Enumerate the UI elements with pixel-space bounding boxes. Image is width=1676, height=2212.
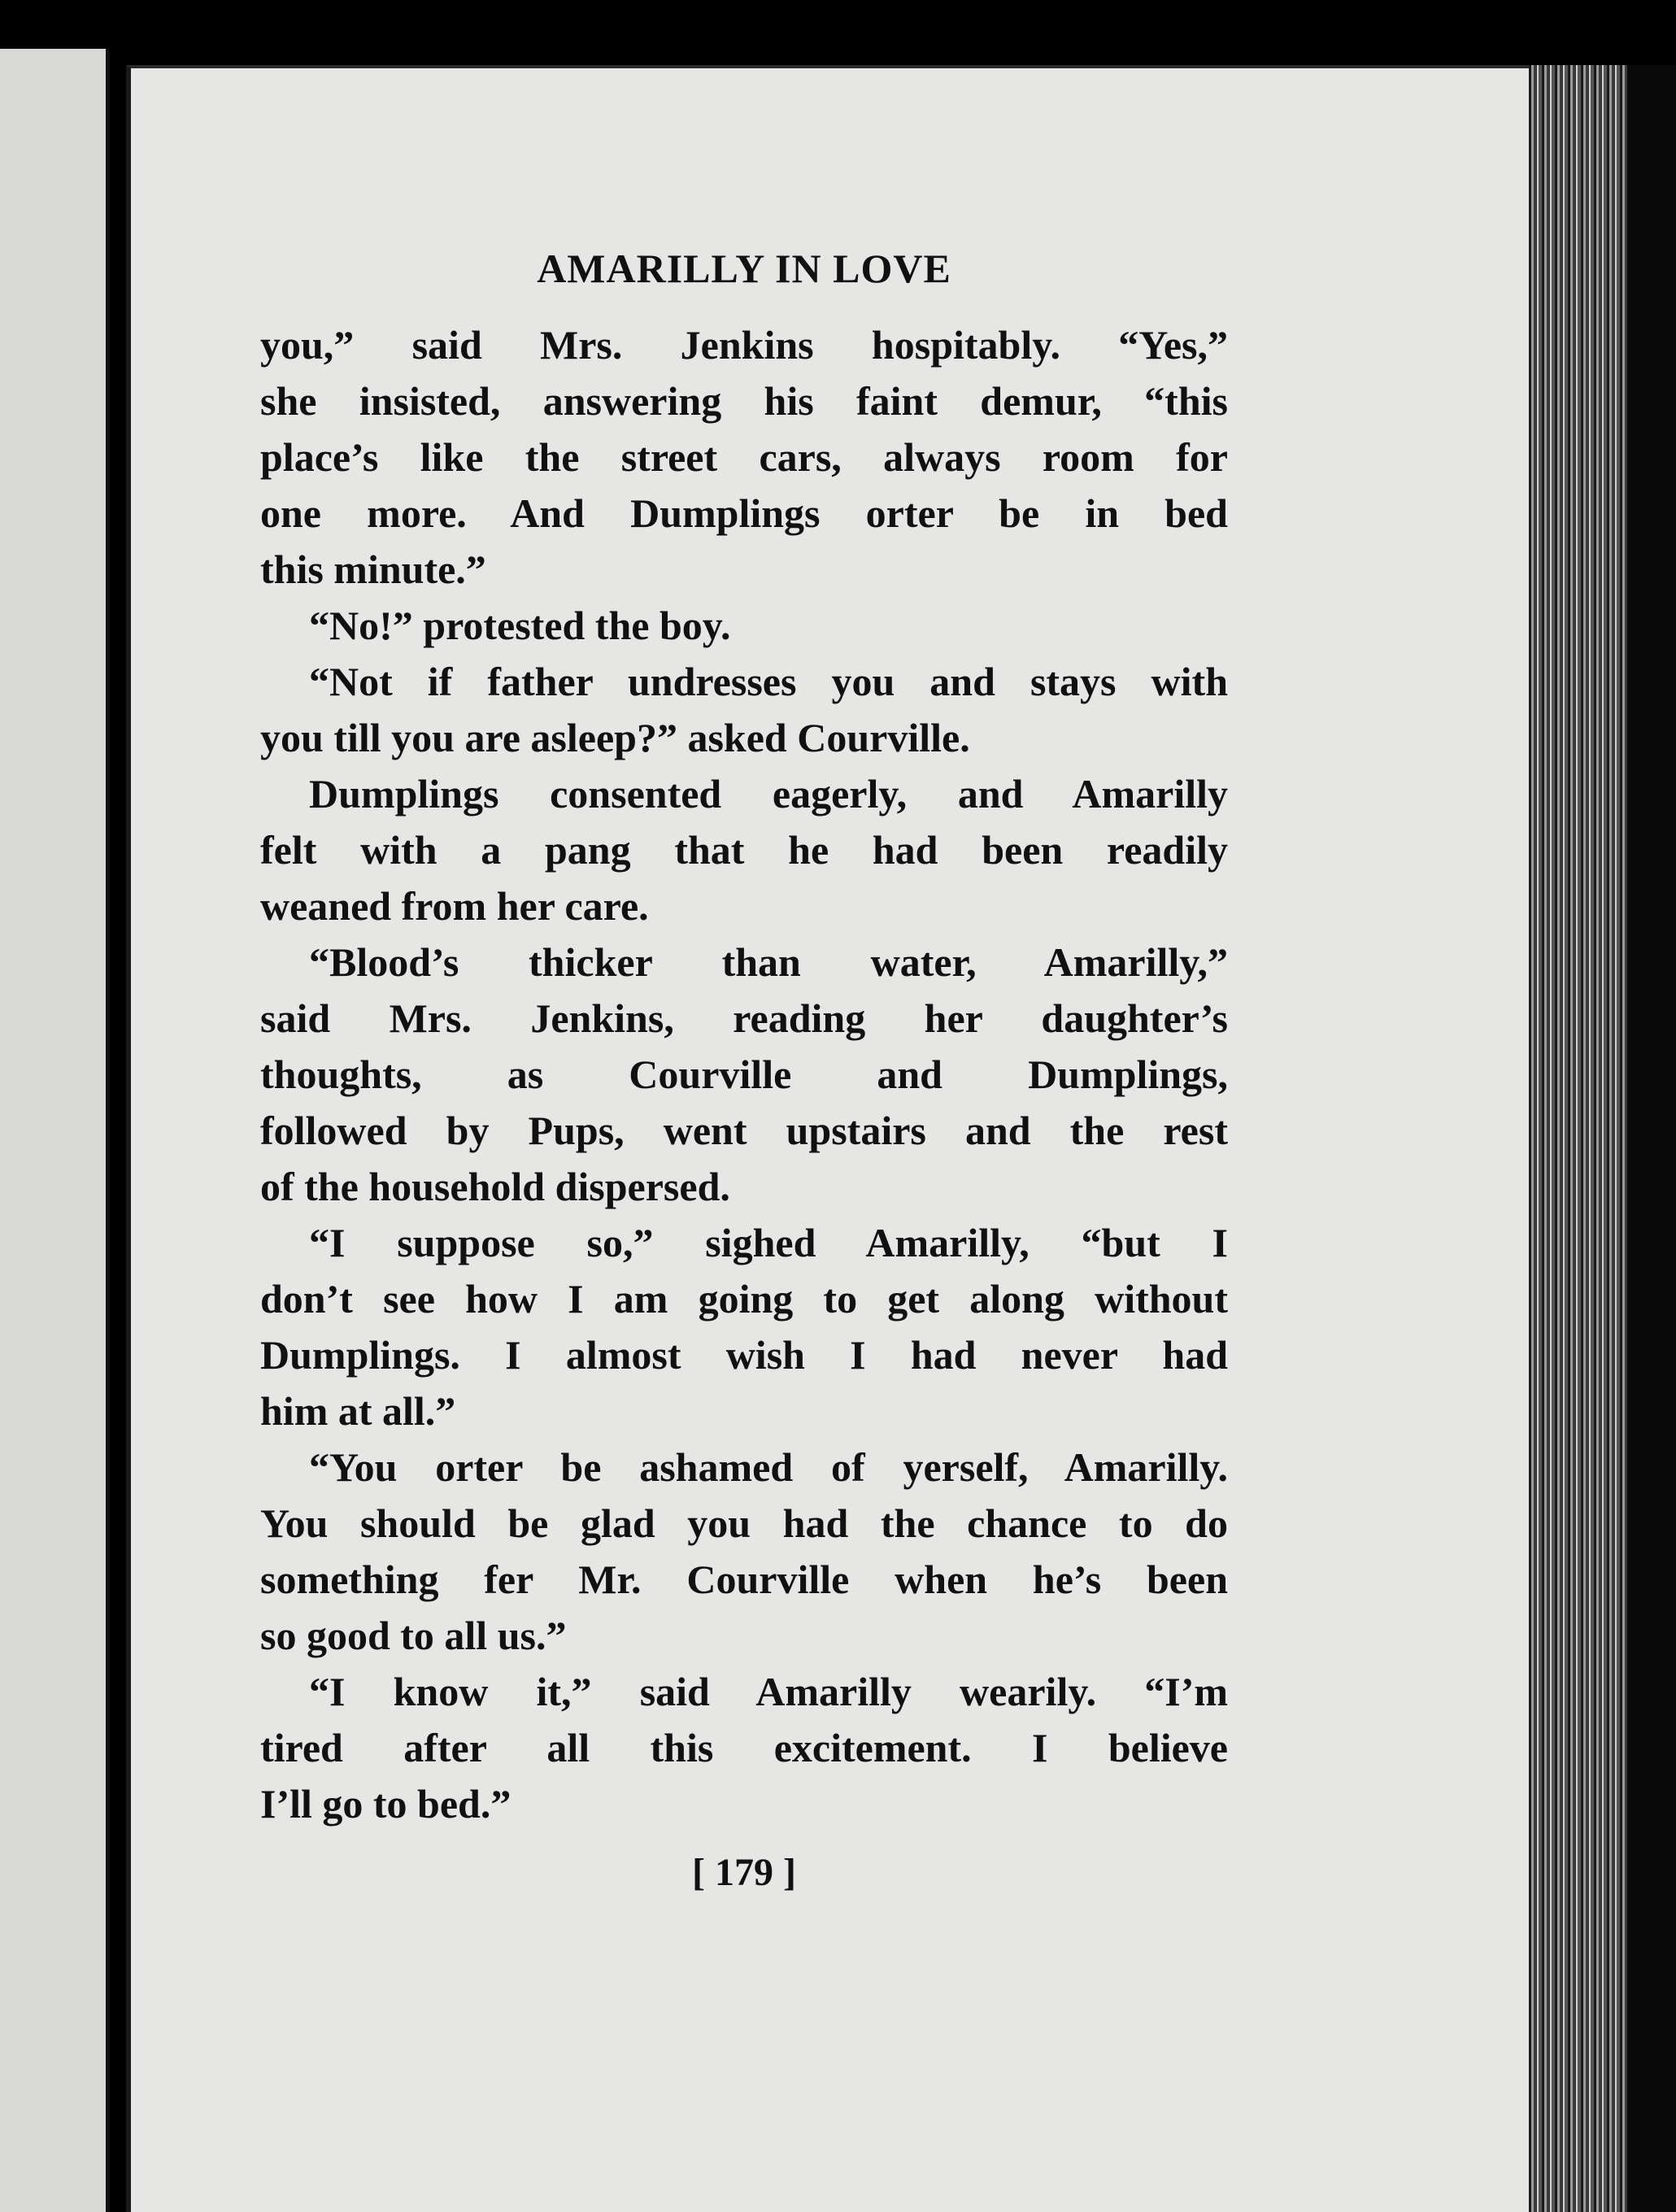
text-line: “I suppose so,” sighed Amarilly, “but I	[309, 1220, 1228, 1265]
facing-page-edge	[0, 49, 110, 2212]
text-line: You should be glad you had the chance to do	[260, 1500, 1228, 1546]
text-line: Dumplings consented eagerly, and Amarilly	[309, 771, 1228, 816]
scan-top-border	[0, 0, 1676, 65]
text-line: thoughts, as Courville and Dumplings,	[260, 1052, 1228, 1097]
text-line: Dumplings. I almost wish I had never had	[260, 1332, 1228, 1378]
text-line: tired after all this excitement. I believe	[260, 1725, 1228, 1770]
running-head: AMARILLY IN LOVE	[537, 246, 951, 291]
text-line: one more. And Dumplings orter be in bed	[260, 490, 1228, 536]
text-line: him at all.”	[260, 1388, 456, 1434]
text-line: she insisted, answering his faint demur, “this	[260, 378, 1228, 424]
text-line: “No!” protested the boy.	[309, 603, 731, 648]
page-fore-edge	[1529, 65, 1676, 2212]
text-line: something fer Mr. Courville when he’s been	[260, 1557, 1228, 1602]
text-line: of the household dispersed.	[260, 1164, 730, 1209]
text-line: you till you are asleep?” asked Courville.	[260, 715, 970, 760]
text-line: felt with a pang that he had been readily	[260, 827, 1228, 873]
text-line: you,” said Mrs. Jenkins hospitably. “Yes,”	[260, 322, 1228, 368]
text-line: “You orter be ashamed of yerself, Amarilly.	[309, 1444, 1228, 1490]
text-line: said Mrs. Jenkins, reading her daughter’s	[260, 995, 1228, 1041]
text-line: “Blood’s thicker than water, Amarilly,”	[309, 939, 1228, 985]
text-line: don’t see how I am going to get along without	[260, 1276, 1228, 1322]
text-line: so good to all us.”	[260, 1613, 567, 1658]
text-line: “I know it,” said Amarilly wearily. “I’m	[309, 1669, 1228, 1714]
body-text	[260, 317, 1228, 1832]
text-line: weaned from her care.	[260, 883, 649, 929]
text-line: followed by Pups, went upstairs and the rest	[260, 1108, 1228, 1153]
text-line: place’s like the street cars, always room for	[260, 434, 1228, 480]
text-block	[260, 244, 1228, 1832]
text-line: this minute.”	[260, 546, 486, 592]
text-line: “Not if father undresses you and stays with	[309, 659, 1228, 704]
page-number: [ 179 ]	[692, 1851, 796, 1894]
text-line: I’ll go to bed.”	[260, 1781, 512, 1827]
